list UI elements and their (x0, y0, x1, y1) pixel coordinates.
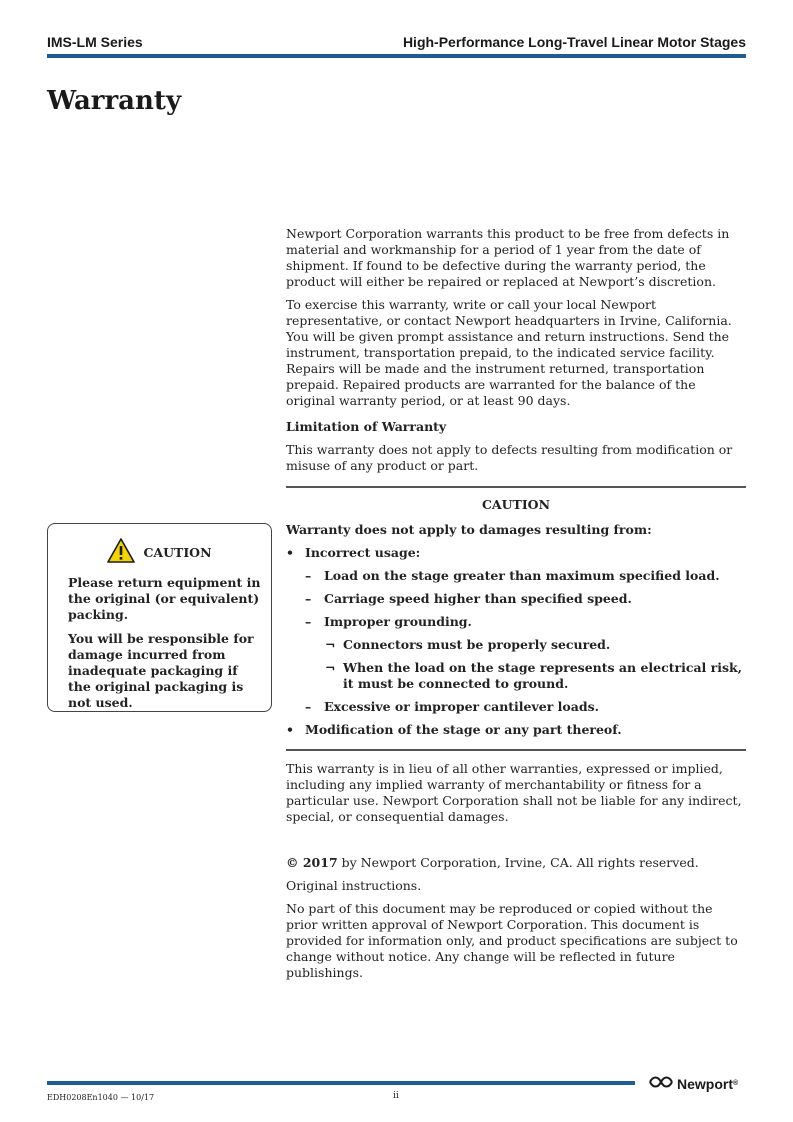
list-item-text: Improper grounding. (324, 614, 472, 629)
list-item (286, 545, 746, 561)
warning-icon (107, 538, 135, 567)
dash-marker: – (305, 614, 312, 629)
bullet-marker: • (286, 722, 294, 737)
page-number: ii (393, 1091, 399, 1101)
list-item (286, 660, 746, 692)
caution-sidebox (47, 523, 272, 712)
newport-logo (648, 1075, 738, 1092)
list-item (286, 699, 746, 715)
copyright-text: by Newport Corporation, Irvine, CA. All rights reserved. (337, 855, 699, 870)
disclaimer-paragraph: This warranty is in lieu of all other warranties, expressed or implied, including any implied warranty of merchantability or fitness for a particular use. Newport Corporation shall not be liable for any indirect, special, or consequential damages. (286, 761, 742, 824)
list-item (286, 614, 746, 630)
copyright-year: © 2017 (286, 855, 338, 870)
reproduction-paragraph: No part of this document may be reproduced or copied without the prior written approval of Newport Corporation. This document is provided for information only, and product specifications are subject to change without notice. Any change will be reflected in future publishings. (286, 901, 738, 980)
list-item-text: Excessive or improper cantilever loads. (324, 699, 599, 714)
sidebox-title: CAUTION (143, 544, 212, 560)
list-item-text: Modification of the stage or any part thereof. (305, 722, 622, 737)
dash-marker: – (305, 568, 312, 583)
footer-rule (47, 1081, 635, 1085)
list-item (286, 591, 746, 607)
list-item-text: Connectors must be properly secured. (343, 637, 611, 652)
copyright-line (286, 855, 746, 871)
header-series: IMS-LM Series (47, 34, 143, 50)
warranty-paragraph: Newport Corporation warrants this product to be free from defects in material and workmanship for a period of 1 year from the date of shipment. If found to be defective during the warranty period, the product will either be repaired or replaced at Newport’s discretion. (286, 226, 730, 289)
sidebox-paragraph: Please return equipment in the original (or equivalent) packing. (68, 575, 261, 622)
dash-marker: – (305, 591, 312, 606)
newport-logo-icon (648, 1075, 674, 1092)
not-marker: ¬ (325, 637, 336, 652)
logo-text: Newport (677, 1075, 733, 1092)
header-rule (47, 54, 746, 58)
list-item (286, 637, 746, 653)
footer-doc-ref: EDH0208En1040 — 10/17 (47, 1093, 155, 1102)
list-item-text: Carriage speed higher than specified speed. (324, 591, 632, 606)
exercise-paragraph: To exercise this warranty, write or call your local Newport representative, or contact Newport headquarters in Irvine, California. You will be given prompt assistance and return instructions. Send the instrument, transportation prepaid, to the indicated service facility. Repairs will be made and the instrument returned, transportation prepaid. Repaired products are warranted for the balance of the original warranty period, or at least 90 days. (286, 297, 732, 408)
caution-title: CAUTION (481, 497, 550, 512)
limitation-heading: Limitation of Warranty (286, 419, 447, 434)
list-item (286, 568, 746, 584)
sidebox-paragraph: You will be responsible for damage incurred from inadequate packaging if the original packaging is not used. (68, 631, 254, 710)
sidebox-header (58, 538, 261, 567)
page-title: Warranty (47, 86, 182, 116)
caution-block (286, 486, 746, 751)
original-instructions: Original instructions. (286, 878, 422, 893)
main-content (286, 226, 746, 988)
bullet-marker: • (286, 545, 294, 560)
limitation-paragraph: This warranty does not apply to defects resulting from modification or misuse of any product or part. (286, 442, 733, 473)
list-item-text: Load on the stage greater than maximum specified load. (324, 568, 720, 583)
header-product: High-Performance Long-Travel Linear Motor Stages (402, 34, 746, 50)
not-marker: ¬ (325, 660, 336, 675)
list-item-text: When the load on the stage represents an electrical risk, it must be connected to ground. (343, 660, 743, 691)
dash-marker: – (305, 699, 312, 714)
list-item (286, 722, 746, 738)
list-item-text: Incorrect usage: (305, 545, 421, 560)
caution-lead: Warranty does not apply to damages resulting from: (286, 522, 652, 537)
logo-trademark: ® (733, 1080, 739, 1087)
